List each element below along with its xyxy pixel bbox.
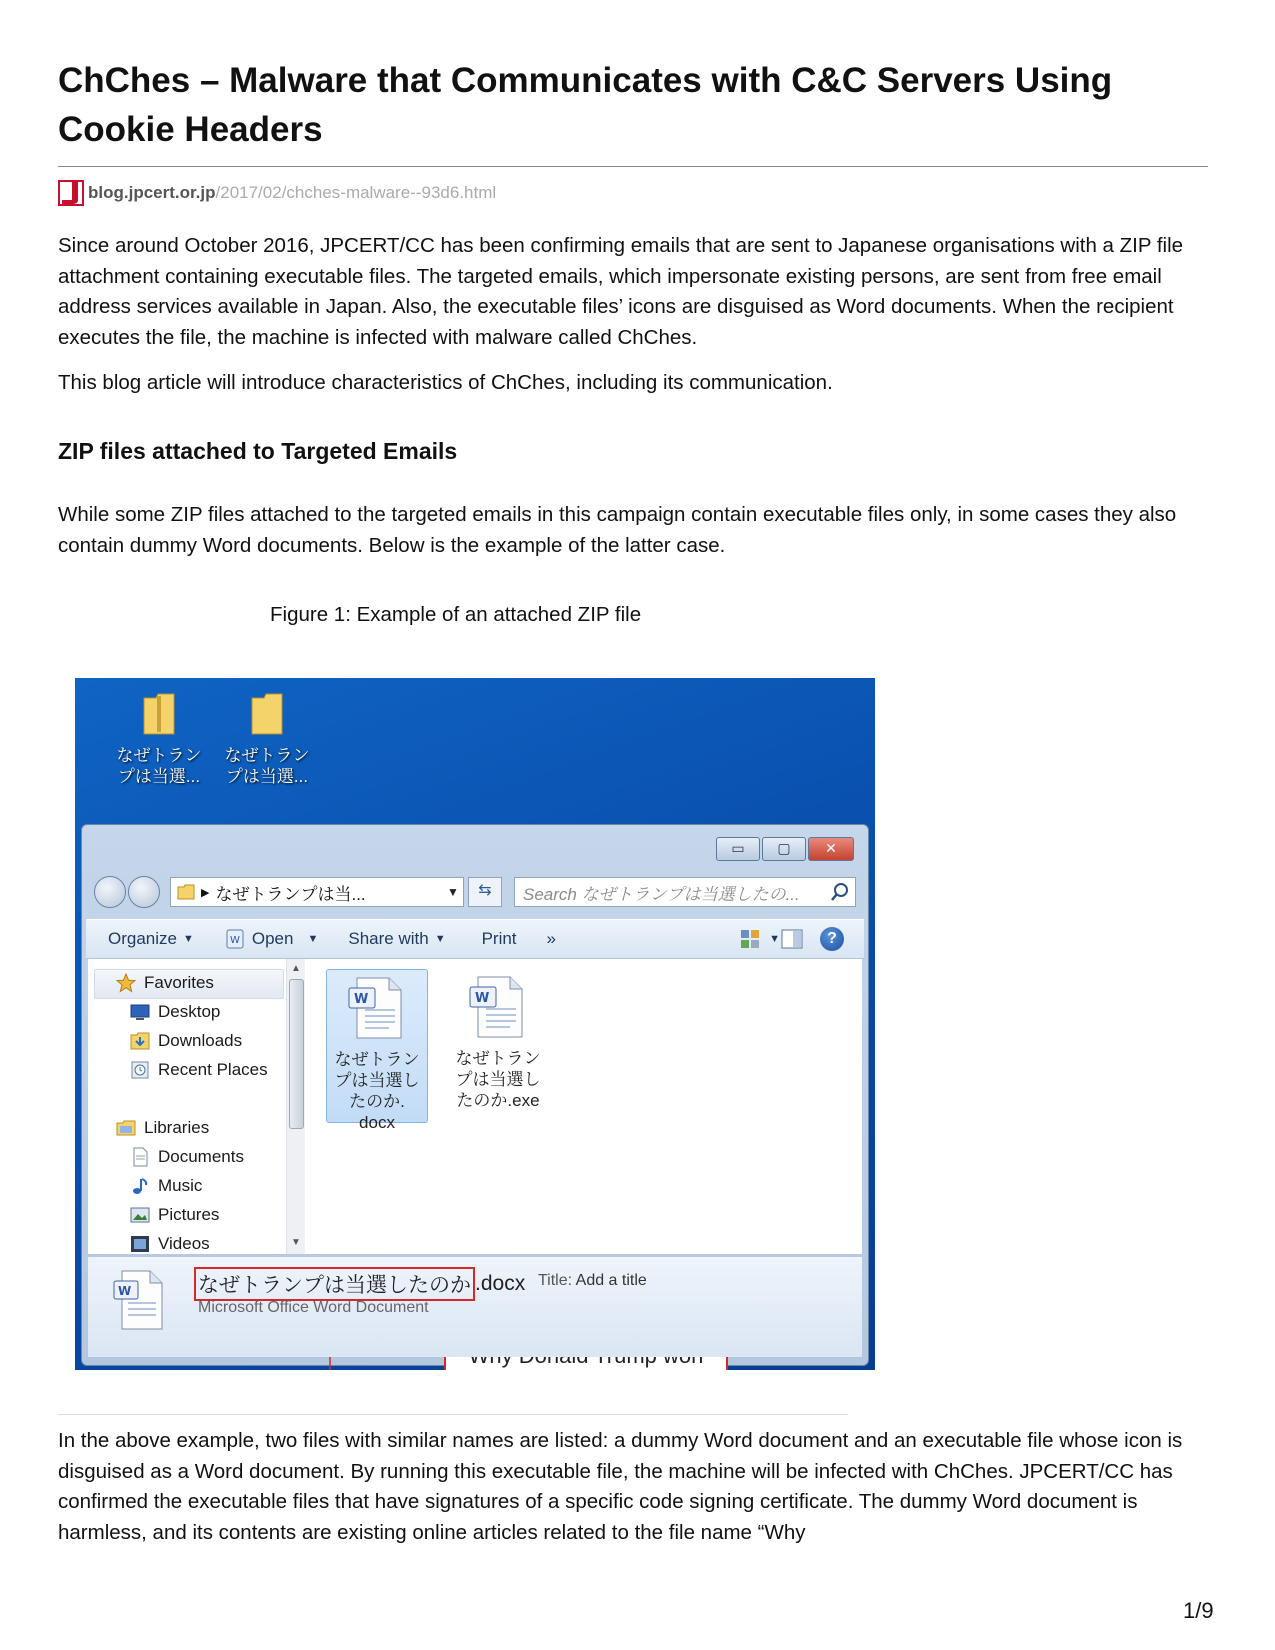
file-name: なぜトラン プは当選し たのか.exe [455,1049,541,1110]
share-with-button[interactable] [348,929,445,949]
breadcrumb-arrow-icon: ▶ [201,886,210,899]
nav-item-libraries[interactable] [116,1115,209,1141]
after-figure-paragraph: In the above example, two files with similar names are listed: a dummy Word document and an executable file whose icon is disguised as a Word document. By running this executable file, the machine will be infected with ChChes. JPCERT/CC has confirmed the executable files that have signatures of a specific code signing certificate. The dummy Word document is harmless, and its contents are existing online articles related to the file name “Why [58,1429,1183,1544]
desktop-icon [130,1002,150,1022]
nav-item-videos[interactable] [130,1231,210,1257]
details-file-name-highlighted: なぜトランプは当選したのか [194,1267,475,1301]
word-icon [224,928,246,950]
nav-item-downloads[interactable] [130,1028,242,1054]
section-paragraph: While some ZIP files attached to the targeted emails in this campaign contain executable files only, in some cases they also contain dummy Word documents. Below is the example of the latter case. [58,503,1177,557]
back-button[interactable] [94,876,126,908]
help-icon[interactable]: ? [820,927,844,951]
word-document-icon [466,973,530,1041]
search-input[interactable] [514,877,856,907]
details-title-field[interactable] [538,1272,647,1290]
minimize-button[interactable]: ▭ [716,837,760,861]
command-bar [86,919,864,959]
star-icon [116,973,136,993]
title-divider [58,166,1208,167]
nav-label: Libraries [144,1118,210,1137]
details-title-value[interactable]: Add a title [575,1272,647,1289]
details-file-type: Microsoft Office Word Document [198,1299,429,1316]
desktop-folder [107,692,211,787]
documents-icon [130,1147,150,1167]
figure-caption: Figure 1: Example of an attached ZIP file [270,603,642,626]
search-icon[interactable] [829,881,851,903]
word-document-icon [345,974,409,1042]
file-item-docx[interactable] [326,969,428,1132]
scroll-down-icon[interactable]: ▼ [291,1237,301,1248]
chevron-down-icon[interactable]: ▼ [447,885,459,899]
desktop-folder-label: なぜトラン プは当選... [224,746,310,786]
downloads-icon [130,1031,150,1051]
recent-places-icon [130,1060,150,1080]
navigation-pane [88,959,284,1254]
svg-text:W: W [229,935,240,946]
nav-label: Pictures [158,1205,220,1224]
desktop-folder [215,692,319,787]
scroll-thumb[interactable] [289,979,304,1129]
window-controls [714,837,854,861]
folder-icon [177,883,195,901]
details-title-label: Title: [538,1272,573,1289]
maximize-button[interactable]: ▢ [762,837,806,861]
nav-label: Documents [158,1147,244,1166]
file-name: なぜトラン プは当選し たのか. docx [334,1050,420,1132]
nav-item-desktop[interactable] [130,999,220,1025]
nav-label: Videos [158,1234,210,1253]
close-button[interactable]: ✕ [808,837,854,861]
chevron-down-icon[interactable]: ▼ [769,933,780,945]
chevron-down-icon: ▼ [434,933,446,945]
source-line [58,180,496,206]
intro-paragraph: Since around October 2016, JPCERT/CC has been confirming emails that are sent to Japanese organisations with a ZIP file attachment containing executable files. The targeted emails, which impersonate existing persons, are sent from free email address services available in Japan. Also, the executable files’ icons are disguised as Word documents. When the recipient executes the file, the machine is infected with malware called ChChes. [58,234,1184,349]
nav-label: Music [158,1176,203,1195]
nav-item-pictures[interactable] [130,1202,219,1228]
svg-text:W: W [118,1284,132,1298]
more-commands-button[interactable] [547,929,556,949]
preview-pane-icon[interactable] [780,928,804,950]
more-label: » [546,929,557,948]
chevron-down-icon: ▼ [182,933,194,945]
forward-button[interactable] [128,876,160,908]
organize-button[interactable] [108,929,194,949]
explorer-window [81,824,869,1366]
svg-text:W: W [475,991,490,1006]
explorer-content [88,959,862,1254]
explorer-screenshot [75,678,875,1370]
nav-label: Desktop [158,1002,221,1021]
view-options-icon[interactable] [739,928,761,950]
nav-label: Favorites [144,973,214,992]
source-domain[interactable]: blog.jpcert.or.jp [88,183,216,202]
nav-item-recent-places[interactable] [130,1057,268,1083]
nav-item-documents[interactable] [130,1144,244,1170]
file-item-exe[interactable] [448,969,548,1121]
libraries-icon [116,1118,136,1138]
jpcert-logo-icon [58,180,84,206]
svg-text:W: W [354,992,369,1007]
details-pane [88,1256,862,1357]
scroll-up-icon[interactable]: ▲ [291,963,301,974]
article-title: ChChes – Malware that Communicates with C&C Servers Using Cookie Headers [58,61,1113,149]
nav-scrollbar[interactable] [286,959,305,1254]
address-bar[interactable] [170,877,464,907]
pictures-icon [130,1205,150,1225]
share-with-label: Share with [348,929,429,948]
desktop-folder-label: なぜトラン プは当選... [116,746,202,786]
figure-divider [58,1414,848,1415]
section-heading: ZIP files attached to Targeted Emails [58,438,458,464]
details-file-name [194,1267,525,1301]
music-icon [130,1176,150,1196]
folder-icon [250,692,284,736]
word-document-icon [112,1269,168,1331]
page-number: 1/9 [1183,1598,1214,1623]
open-label: Open [251,929,294,948]
chevron-down-icon: ▼ [307,933,319,945]
refresh-button[interactable]: ⇆ [468,877,502,907]
details-file-ext: .docx [475,1272,526,1295]
source-path[interactable]: /2017/02/chches-malware--93d6.html [215,183,497,202]
nav-label: Recent Places [158,1060,268,1079]
open-button[interactable] [224,928,318,950]
nav-label: Downloads [158,1031,243,1050]
view-controls [739,927,844,951]
search-placeholder: Search なぜトランプは当選したの... [523,884,800,904]
address-text: なぜトランプは当... [215,884,366,904]
zip-folder-icon [142,692,176,736]
nav-item-music[interactable] [130,1173,202,1199]
nav-item-favorites[interactable] [116,970,214,996]
videos-icon [130,1234,150,1254]
navigation-bar [94,875,856,909]
intro-paragraph-2: This blog article will introduce characteristics of ChChes, including its communication. [58,371,833,394]
print-button[interactable] [482,929,517,949]
print-label: Print [481,929,517,948]
organize-label: Organize [108,929,177,948]
